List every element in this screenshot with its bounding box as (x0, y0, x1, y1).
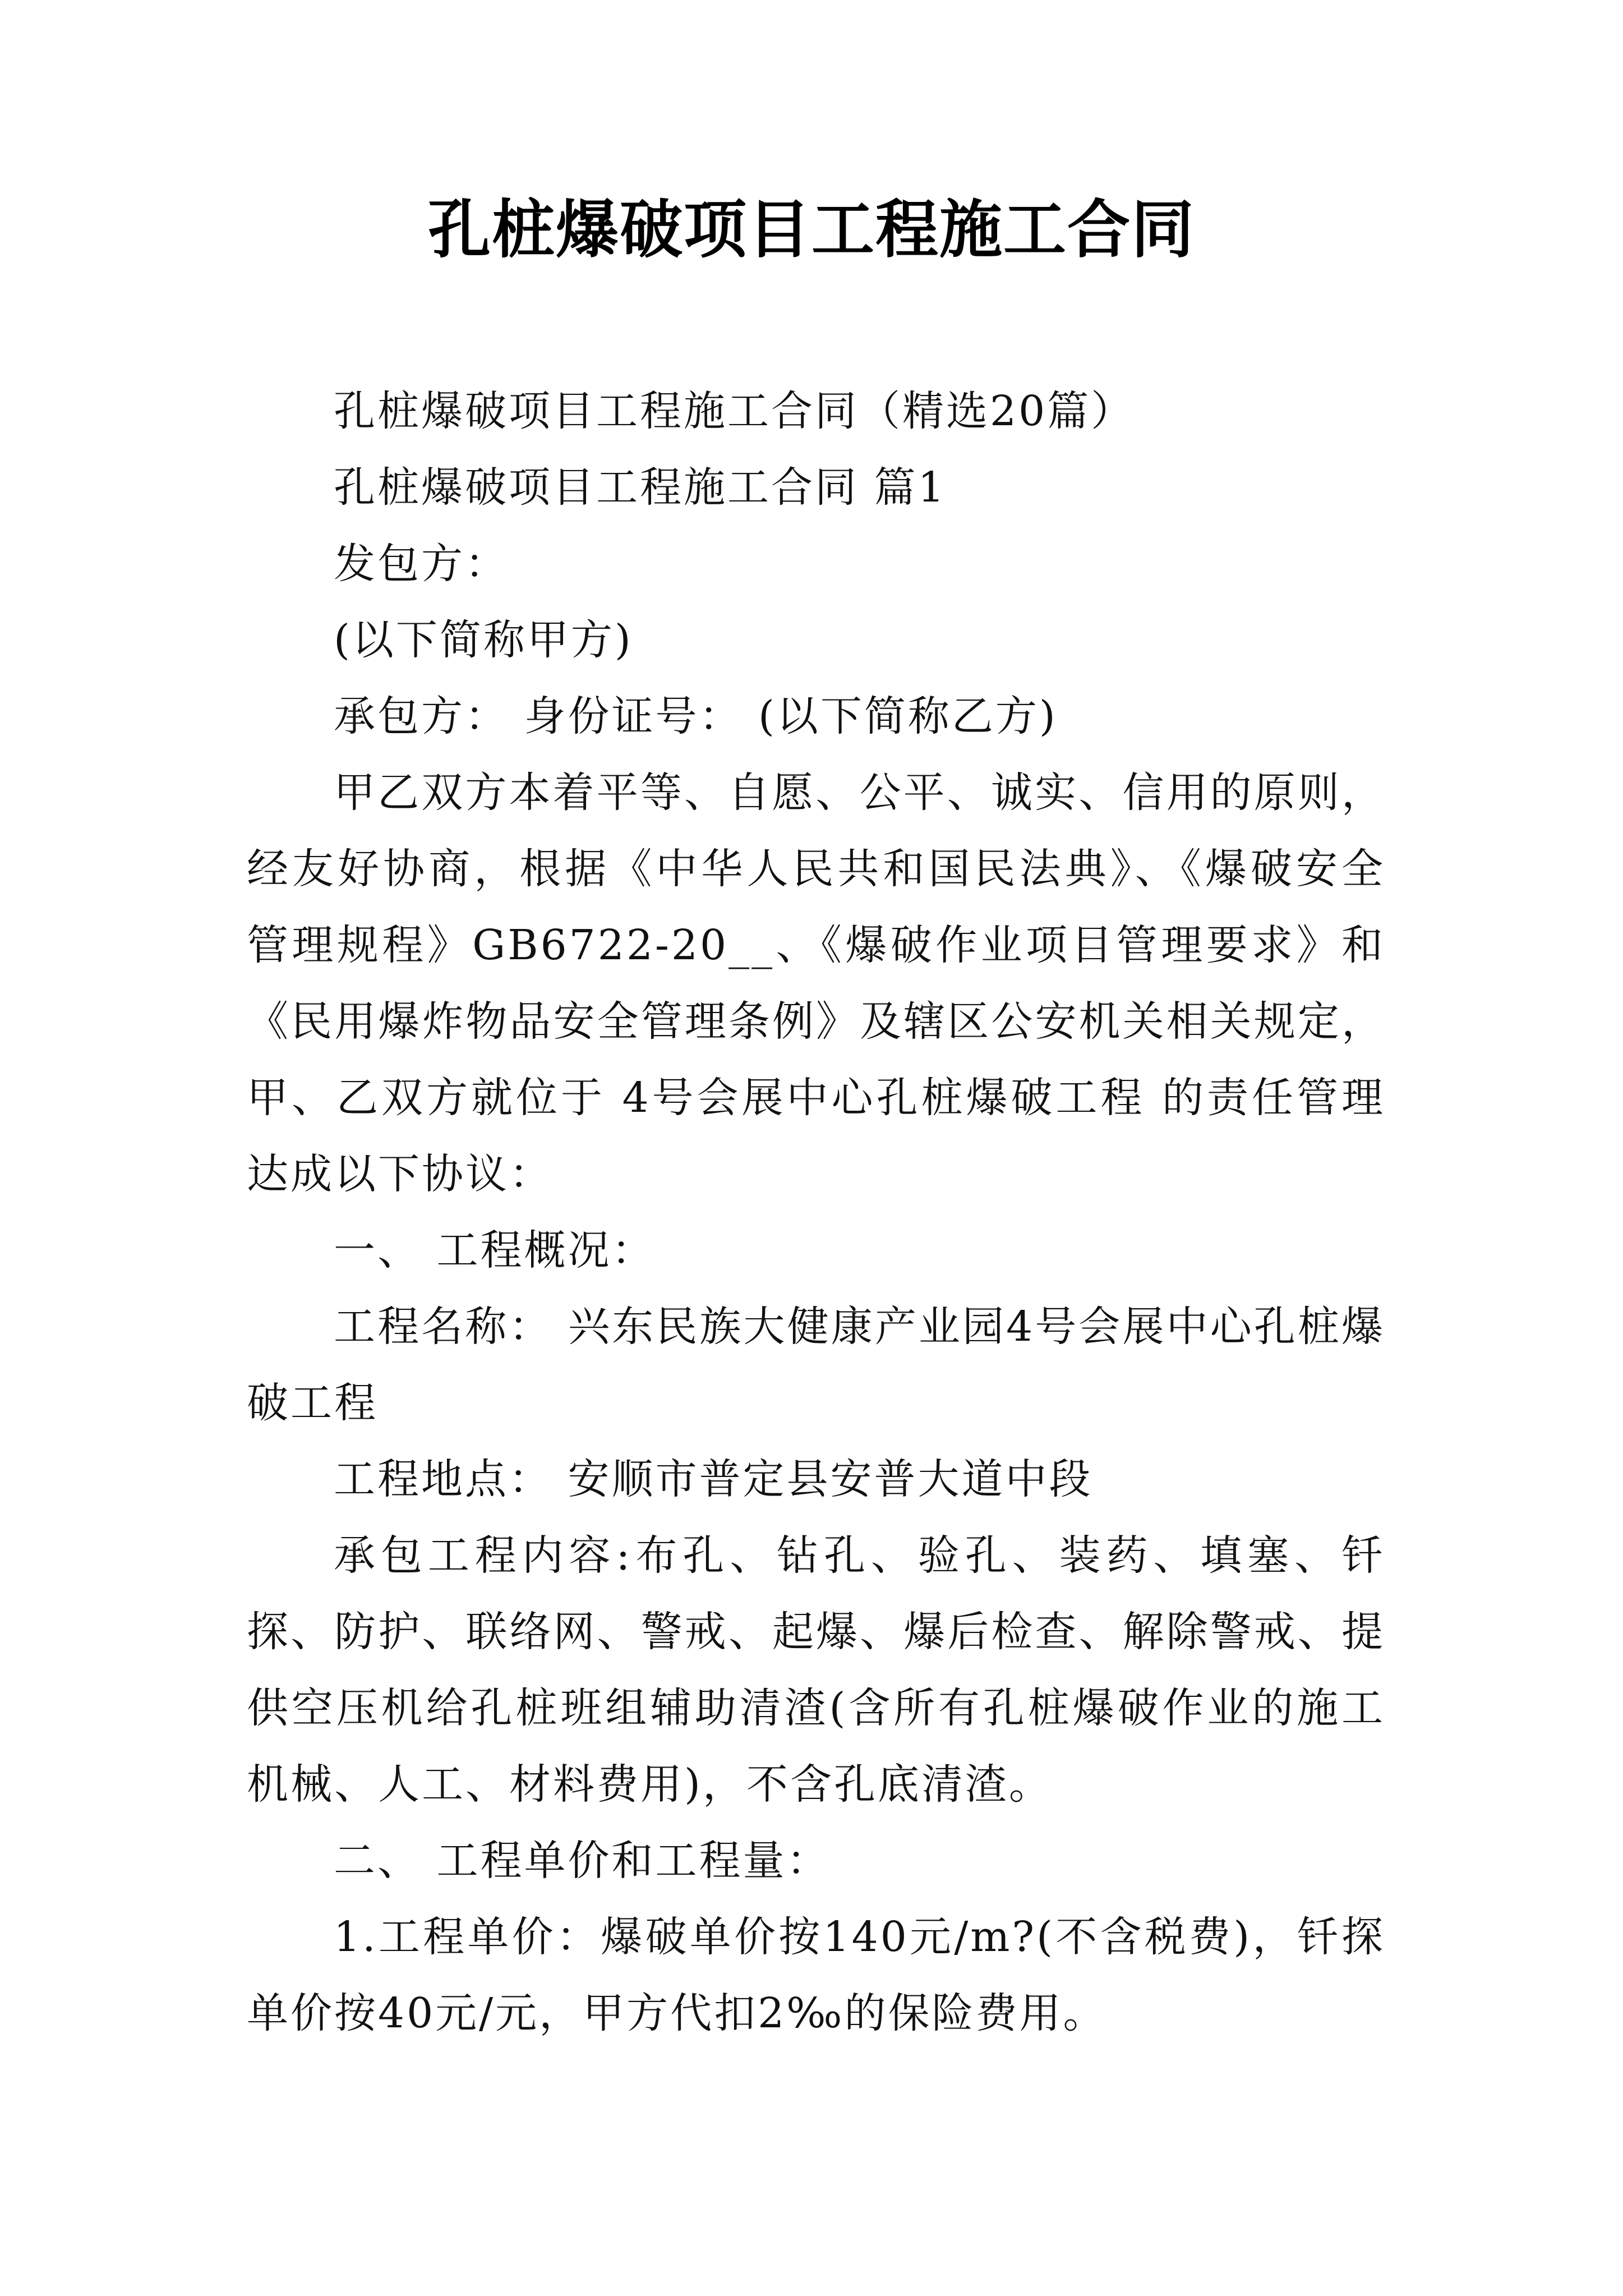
paragraph-project-location: 工程地点： 安顺市普定县安普大道中段 (334, 1455, 1093, 1503)
paragraph-party-a-note: (以下简称甲方) (334, 616, 633, 664)
paragraph-contractor: 承包方： 身份证号： (以下简称乙方) (334, 692, 1058, 740)
document-body (247, 373, 1385, 2051)
paragraph-heading-pricing: 二、 工程单价和工程量： (334, 1837, 831, 1885)
paragraph-preamble: 甲乙双方本着平等、自愿、公平、诚实、信用的原则，经友好协商，根据《中华人民共和国民法典》、《爆破安全管理规程》GB6722-20__、《爆破作业项目管理要求》和《民用爆炸物品安全管理条例》及辖区公安机关相关规定，甲、乙双方就位于 4号会展中心孔桩爆破工程 的责任管理达成以下协议： (247, 769, 1385, 1198)
document-title: 孔桩爆破项目工程施工合同 (428, 193, 1195, 266)
paragraph-scope: 承包工程内容:布孔、钻孔、验孔、装药、填塞、钎探、防护、联络网、警戒、起爆、爆后检查、解除警戒、提供空压机给孔桩班组辅助清渣(含所有孔桩爆破作业的施工机械、人工、材料费用)，不含孔底清渣。 (247, 1531, 1385, 1809)
paragraph-unit-price: 1.工程单价：爆破单价按140元/m?(不含税费)，钎探单价按40元/元，甲方代扣2‰的保险费用。 (247, 1913, 1385, 2037)
paragraph-section-heading: 孔桩爆破项目工程施工合同 篇1 (334, 463, 947, 512)
paragraph-employer: 发包方： (334, 540, 509, 588)
paragraph-heading-overview: 一、 工程概况： (334, 1226, 656, 1274)
paragraph-project-name: 工程名称： 兴东民族大健康产业园4号会展中心孔桩爆破工程 (247, 1303, 1385, 1427)
paragraph-subtitle: 孔桩爆破项目工程施工合同（精选20篇） (334, 387, 1135, 435)
